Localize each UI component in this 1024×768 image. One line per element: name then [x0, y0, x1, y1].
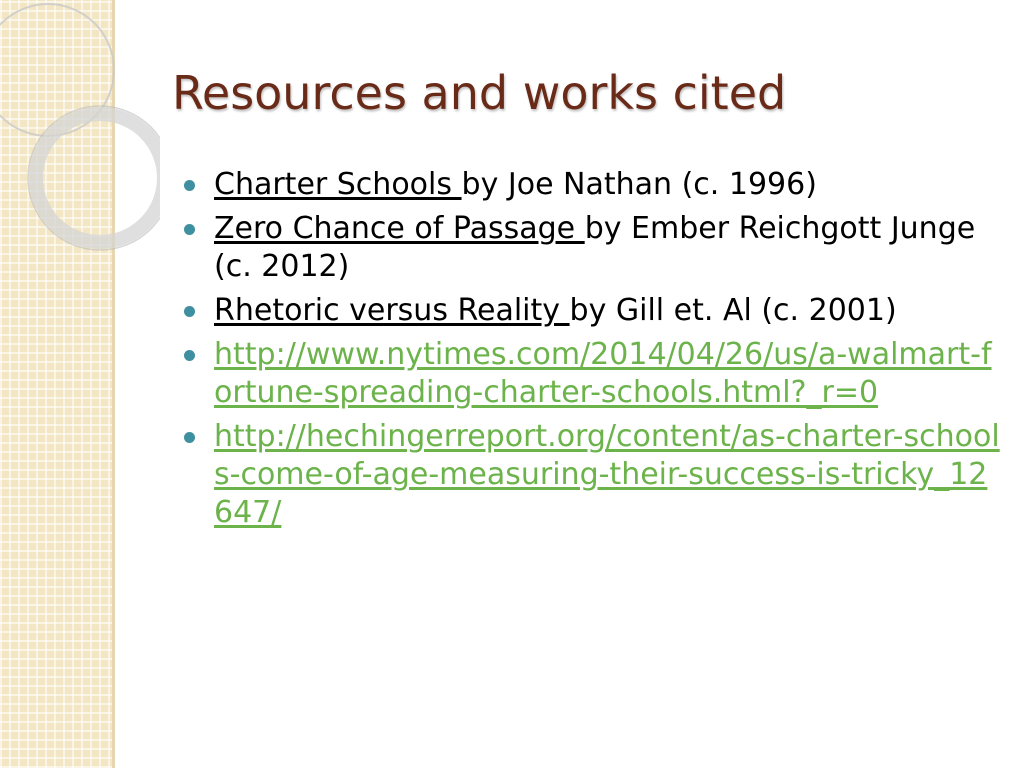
book-title: Rhetoric versus Reality — [214, 293, 570, 328]
bullet-icon — [184, 432, 195, 443]
bullet-icon — [184, 350, 195, 361]
nytimes-link[interactable]: http://www.nytimes.com/2014/04/26/us/a-walmart-fortune-spreading-charter-schools.html?_r=0 — [214, 337, 992, 410]
slide-title: Resources and works cited — [172, 66, 787, 120]
decorative-circles — [0, 0, 160, 260]
book-citation: by Joe Nathan (c. 1996) — [461, 167, 817, 202]
list-item — [184, 336, 1004, 412]
hechinger-link[interactable]: http://hechingerreport.org/content/as-charter-schools-come-of-age-measuring-their-success-is-tricky_12647/ — [214, 419, 1000, 530]
list-item — [184, 292, 1004, 330]
reference-list — [184, 166, 1004, 538]
book-title: Zero Chance of Passage — [214, 211, 585, 246]
bullet-icon — [184, 306, 195, 317]
list-item — [184, 418, 1004, 532]
book-title: Charter Schools — [214, 167, 462, 202]
bullet-icon — [184, 224, 195, 235]
list-item — [184, 210, 1004, 286]
book-citation: by Ember Reichgott Junge (c. 2012) — [214, 211, 976, 284]
list-item — [184, 166, 1004, 204]
book-citation: by Gill et. Al (c. 2001) — [569, 293, 897, 328]
bullet-icon — [184, 180, 195, 191]
